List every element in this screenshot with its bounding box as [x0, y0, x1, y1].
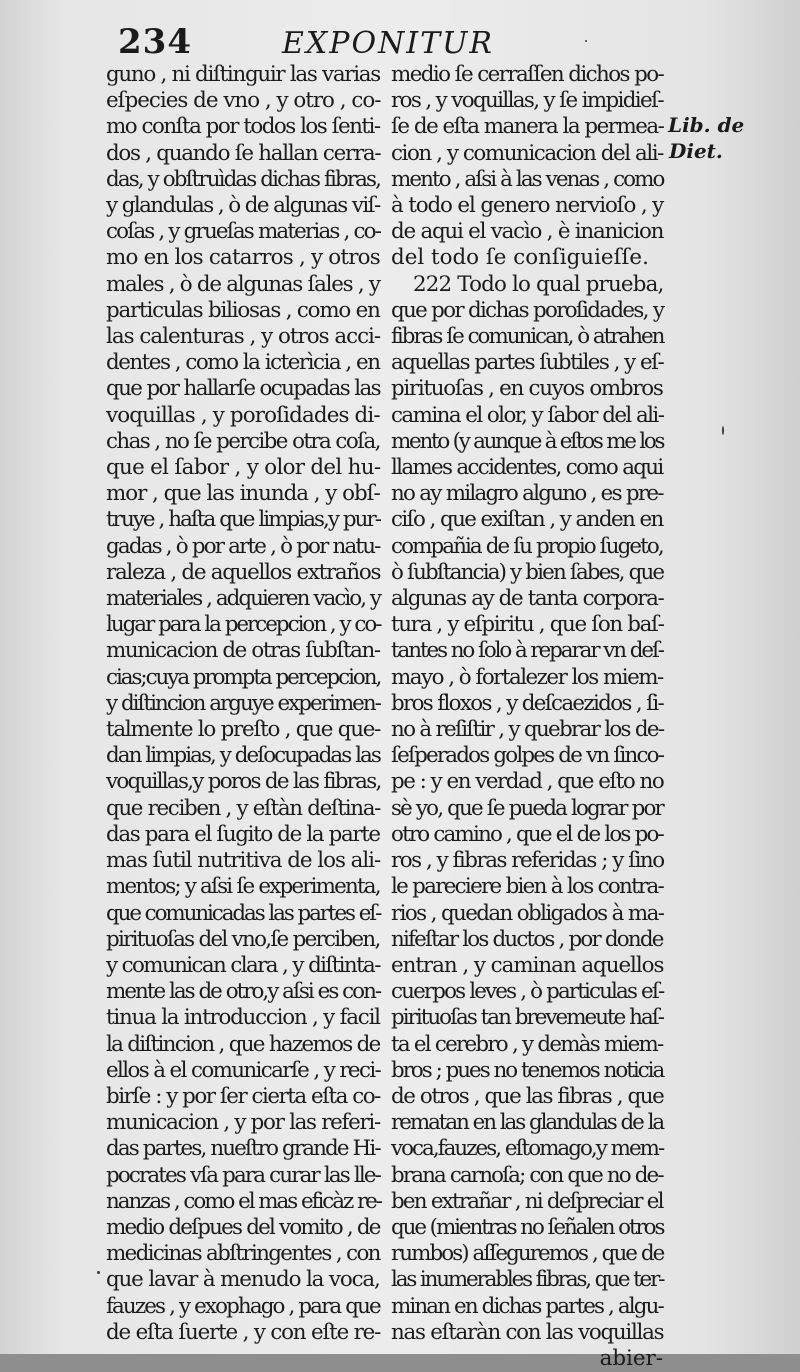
text-line: bros floxos , y deſcaezidos , ſi- [391, 690, 664, 716]
text-line: ros , y fibras referidas ; y ſino [391, 848, 664, 874]
text-line: medio ſe cerraſſen dichos po- [391, 62, 664, 87]
text-line: mor , que las inunda , y obſ- [106, 481, 380, 507]
text-line: mas ſutil nutritiva de los ali- [106, 848, 381, 874]
text-line: raleza , de aquellos extraños [106, 559, 381, 585]
text-line: rios , quedan obligados à ma- [391, 900, 664, 926]
text-line: aquellas partes ſubtiles , y eſ- [391, 350, 664, 376]
text-line: mo conſta por todos los ſenti- [106, 114, 380, 140]
text-line: rumbos) aſſeguremos , que de [391, 1241, 664, 1267]
text-line: birſe : y por ſer cierta eſta co- [106, 1083, 380, 1109]
text-line: de aqui el vacìo , è inanicion [391, 219, 664, 245]
ink-speck [722, 426, 724, 435]
text-line: fibras ſe comunican, ò atrahen [391, 324, 664, 350]
text-line: municacion , y por las referi- [106, 1110, 380, 1136]
text-line: nanzas , como el mas eficàz re- [106, 1188, 381, 1214]
running-head: EXPONITUR [282, 26, 495, 61]
text-line: cias;cuya prompta percepcion, [106, 664, 381, 690]
text-line: bros ; pues no tenemos noticia [391, 1057, 664, 1083]
text-line: cion , y comunicacion del ali- [391, 140, 663, 166]
text-line: tura , y eſpiritu , que ſon baſ- [391, 612, 664, 638]
text-line: mento , aſsi à las venas , como [391, 166, 664, 192]
text-line: guno , ni diſtinguir las varias [106, 62, 380, 87]
text-line: mo en los catarros , y otros [106, 245, 380, 271]
text-line: pe : y en verdad , que eſto no [391, 769, 664, 795]
text-line: minan en dichas partes , algu- [391, 1293, 663, 1319]
text-line: voquillas , y poroſidades di- [106, 402, 380, 428]
text-line: ros , y voquillas, y ſe impidieſ- [391, 88, 663, 114]
text-line: pirituoſas , en cuyos ombros [391, 376, 663, 402]
text-line: ſeſperados golpes de vn ſinco- [391, 743, 664, 769]
text-line: eſpecies de vno , y otro , co- [106, 88, 381, 114]
text-line: lugar para la percepcion , y co- [106, 612, 381, 638]
text-line: que por hallarſe ocupadas las [106, 376, 380, 402]
text-line: mayo , ò fortalezer los miem- [391, 664, 663, 690]
text-line: pirituoſas del vno,ſe perciben, [106, 926, 380, 952]
text-line: y diſtincion arguye experimen- [106, 690, 380, 716]
text-line: pirituoſas tan brevemeute haſ- [391, 1005, 663, 1031]
text-line: entran , y caminan aquellos [391, 952, 664, 978]
text-line: chas , no ſe percibe otra coſa, [106, 428, 380, 454]
text-line: que el ſabor , y olor del hu- [106, 455, 381, 481]
ink-speck [585, 40, 587, 42]
text-line: que comunicadas las partes eſ- [106, 900, 381, 926]
ink-speck [97, 1271, 100, 1274]
text-line: talmente lo preſto , que que- [106, 717, 381, 743]
text-line: camina el olor, y ſabor del ali- [391, 402, 664, 428]
text-line: truye , haſta que limpias,y pur- [106, 507, 381, 533]
text-line: y comunican clara , y diſtinta- [106, 952, 380, 978]
text-line: pocrates vſa para curar las lle- [106, 1162, 381, 1188]
text-line: dentes , como la icterìcia , en [106, 350, 380, 376]
text-line: las calenturas , y otros acci- [106, 324, 381, 350]
text-line: gadas , ò por arte , ò por natu- [106, 533, 380, 559]
text-line: medicinas abſtringentes , con [106, 1241, 380, 1267]
text-line: municacion de otras ſubſtan- [106, 638, 380, 664]
text-line: que por dichas poroſidades, y [391, 297, 664, 323]
text-line: particulas biliosas , como en [106, 297, 380, 323]
text-line: nifeſtar los ductos , por donde [391, 926, 663, 952]
text-line: mentos; y aſsi ſe experimenta, [106, 874, 380, 900]
text-line: mente las de otro,y aſsi es con- [106, 979, 381, 1005]
text-line: mento (y aunque à eſtos me los [391, 428, 664, 454]
text-line: voquillas,y poros de las fibras, [106, 769, 381, 795]
text-line: males , ò de algunas ſales , y [106, 271, 380, 297]
text-line: coſas , y grueſas materias , co- [106, 219, 381, 245]
text-line: que (mientras no ſeñalen otros [391, 1214, 664, 1240]
text-line: 222 Todo lo qual prueba, [413, 271, 664, 297]
text-line: abier- [599, 1345, 663, 1371]
text-line: llames accidentes, como aqui [391, 455, 663, 481]
text-line: tinua la introduccion , y facil [106, 1005, 380, 1031]
text-line: cuerpos leves , ò particulas eſ- [391, 979, 664, 1005]
text-line: à todo el genero nervioſo , y [391, 193, 664, 219]
text-line: y glandulas , ò de algunas viſ- [106, 193, 380, 219]
right-text-column [391, 62, 663, 1372]
text-line: das, y obſtruìdas dichas fibras, [106, 166, 381, 192]
text-line: materiales , adquieren vacìo, y [106, 586, 381, 612]
text-line: le pareciere bien à los contra- [391, 874, 664, 900]
text-line: brana carnoſa; con que no de- [391, 1162, 663, 1188]
text-line: nas eſtaràn con las voquillas [391, 1319, 664, 1345]
text-line: del todo ſe conſiguieſſe. [391, 245, 649, 271]
marginal-note-line: Diet. [669, 139, 723, 163]
text-line: compañia de ſu propio ſugeto, [391, 533, 663, 559]
text-line: otro camino , que el de los po- [391, 821, 663, 847]
text-line: fauzes , y exophago , para que [106, 1293, 380, 1319]
marginal-note [668, 112, 744, 164]
text-line: de eſta ſuerte , y con eſte re- [106, 1319, 381, 1345]
left-text-column [106, 62, 380, 1346]
text-line: la diſtincion , que hazemos de [106, 1031, 380, 1057]
text-line: que lavar à menudo la voca, [106, 1267, 380, 1293]
text-line: ciſo , que exiſtan , y anden en [391, 507, 663, 533]
text-line: tantes no ſolo à reparar vn deſ- [391, 638, 663, 664]
text-line: das partes, nueſtro grande Hi- [106, 1136, 380, 1162]
text-line: no à reſiſtir , y quebrar los de- [391, 717, 664, 743]
text-line: voca,fauzes, eſtomago,y mem- [391, 1136, 664, 1162]
text-line: ſe de eſta manera la permea- [391, 114, 664, 140]
text-line: de otros , que las fibras , que [391, 1083, 664, 1109]
text-line: que reciben , y eſtàn deſtina- [106, 795, 381, 821]
text-line: das para el ſugito de la parte [106, 821, 380, 847]
text-line: algunas ay de tanta corpora- [391, 586, 664, 612]
marginal-note-line: Lib. de [668, 113, 745, 137]
text-line: sè yo, que ſe pueda lograr por [391, 795, 663, 821]
page-number: 234 [118, 22, 192, 62]
text-line: ò ſubſtancia) y bien ſabes, que [391, 559, 664, 585]
text-line: dan limpias, y deſocupadas las [106, 743, 380, 769]
text-line: rematan en las glandulas de la [391, 1110, 664, 1136]
text-line: no ay milagro alguno , es pre- [391, 481, 663, 507]
text-line: ellos à el comunicarſe , y reci- [106, 1057, 381, 1083]
text-line: medio deſpues del vomito , de [106, 1214, 380, 1240]
text-line: dos , quando ſe hallan cerra- [106, 140, 381, 166]
text-line: las inumerables fibras, que ter- [391, 1267, 664, 1293]
text-line: ben extrañar , ni deſpreciar el [391, 1188, 663, 1214]
text-line: ta el cerebro , y demàs miem- [391, 1031, 663, 1057]
